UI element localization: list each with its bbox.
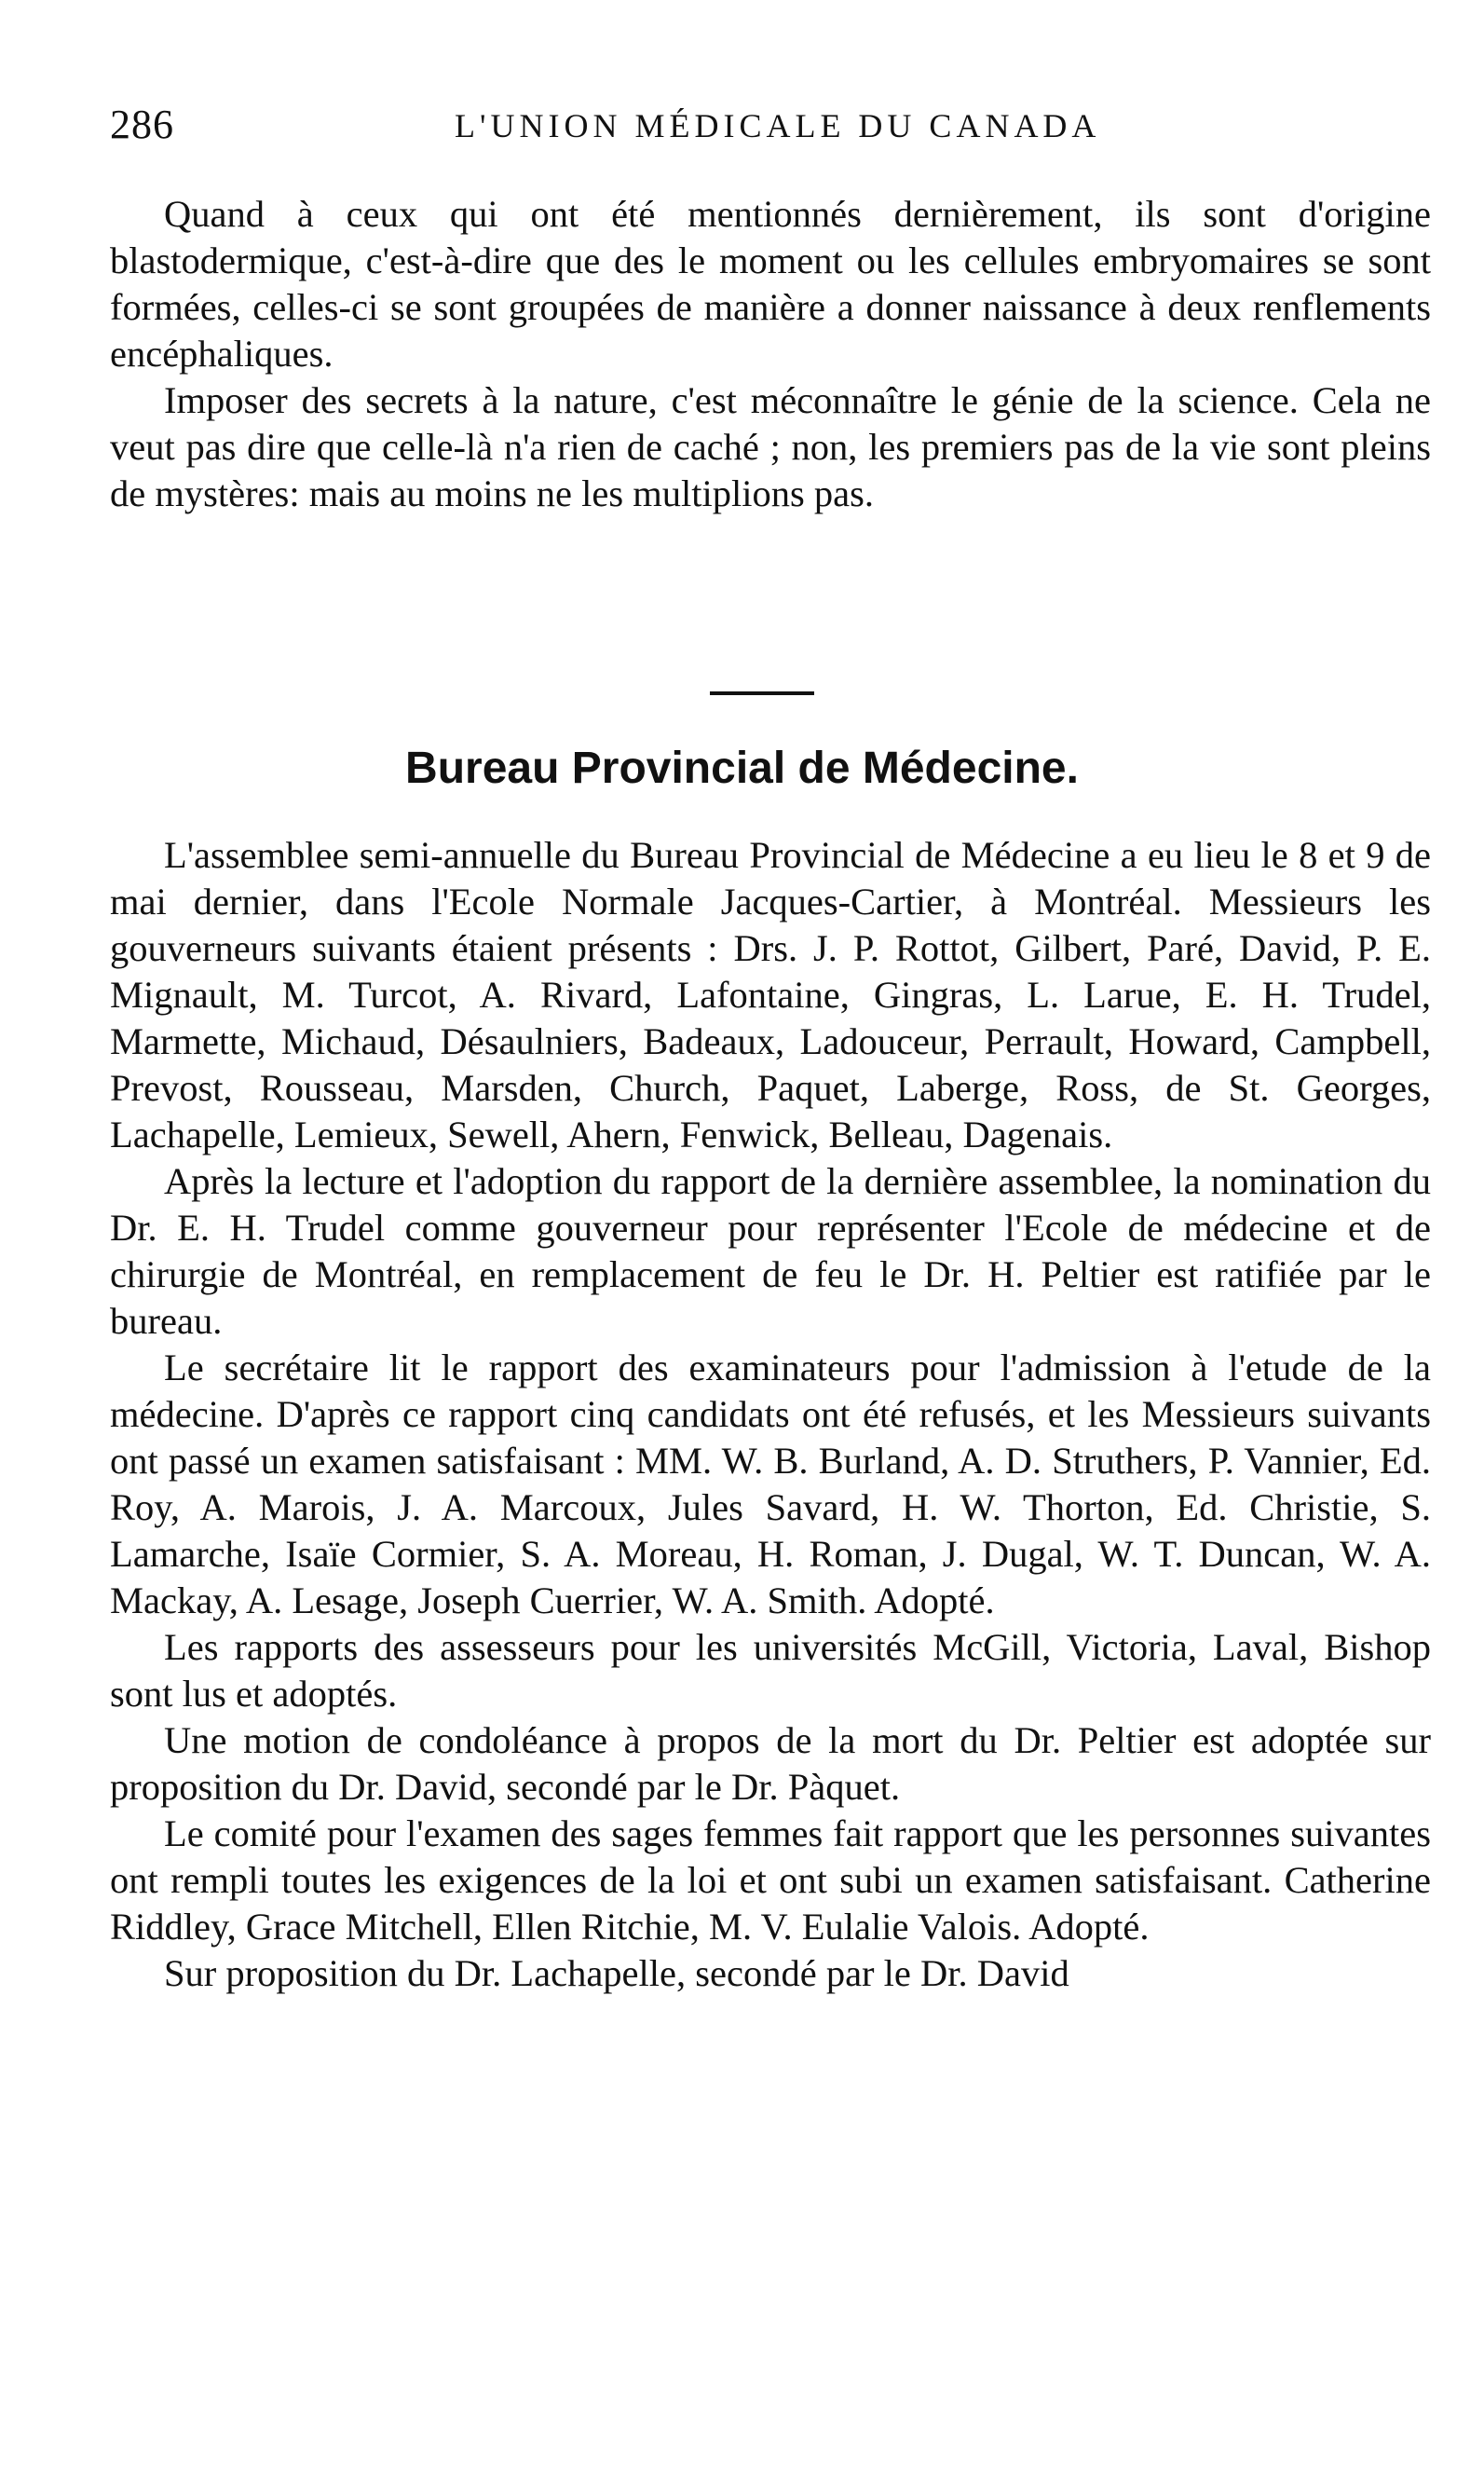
section-paragraph-7: Sur proposition du Dr. Lachapelle, secondé par le Dr. David xyxy=(164,1952,1069,1994)
section-divider xyxy=(710,691,814,695)
section-title: Bureau Provincial de Médecine. xyxy=(405,744,1079,793)
section-paragraph-5: Une motion de condoléance à propos de la mort du Dr. Peltier est adoptée sur proposition du Dr. David, secondé par le Dr. Pàquet. xyxy=(110,1719,1431,1808)
page-header xyxy=(110,101,1431,157)
section-paragraph-1: L'assemblee semi-annuelle du Bureau Provincial de Médecine a eu lieu le 8 et 9 de mai dernier, dans l'Ecole Normale Jacques-Cartier, à Montréal. Messieurs les gouverneurs suivants étaient présents : Drs. J. P. Rottot, Gilbert, Paré, David, P. E. Mignault, M. Turcot, A. Rivard, Lafontaine, Gingras, L. Larue, E. H. Trudel, Marmette, Michaud, Désaulniers, Badeaux, Ladouceur, Perrault, Howard, Campbell, Prevost, Rousseau, Marsden, Church, Paquet, Laberge, Ross, de St. Georges, Lachapelle, Lemieux, Sewell, Ahern, Fenwick, Belleau, Dagenais. xyxy=(110,834,1431,1155)
page-number: 286 xyxy=(110,102,174,147)
section-text xyxy=(110,832,1431,1997)
section-paragraph-3: Le secrétaire lit le rapport des examinateurs pour l'admission à l'etude de la médecine. D'après ce rapport cinq candidats ont été refusés, et les Messieurs suivants ont passé un examen satisfaisant : MM. W. B. Burland, A. D. Struthers, P. Vannier, Ed. Roy, A. Marois, J. A. Marcoux, Jules Savard, H. W. Thorton, Ed. Christie, S. Lamarche, Isaïe Cormier, S. A. Moreau, H. Roman, J. Dugal, W. T. Duncan, W. A. Mackay, A. Lesage, Joseph Cuerrier, W. A. Smith. Adopté. xyxy=(110,1347,1431,1621)
section-paragraph-6: Le comité pour l'examen des sages femmes fait rapport que les personnes suivantes ont rempli toutes les exigences de la loi et ont subi un examen satisfaisant. Catherine Riddley, Grace Mitchell, Ellen Ritchie, M. V. Eulalie Valois. Adopté. xyxy=(110,1812,1431,1948)
intro-text xyxy=(110,191,1431,517)
section-paragraph-2: Après la lecture et l'adoption du rapport de la dernière assemblee, la nomination du Dr. E. H. Trudel comme gouverneur pour représenter l'Ecole de médecine et de chirurgie de Montréal, en remplacement de feu le Dr. H. Peltier est ratifiée par le bureau. xyxy=(110,1160,1431,1342)
intro-paragraph-2: Imposer des secrets à la nature, c'est méconnaître le génie de la science. Cela ne veut pas dire que celle-là n'a rien de caché ; non, les premiers pas de la vie sont pleins de mystères: mais au moins ne les multiplions pas. xyxy=(110,379,1431,514)
running-title: L'UNION MÉDICALE DU CANADA xyxy=(455,107,1101,144)
section-paragraph-4: Les rapports des assesseurs pour les universités McGill, Victoria, Laval, Bishop sont lus et adoptés. xyxy=(110,1626,1431,1715)
intro-paragraph-1: Quand à ceux qui ont été mentionnés dernièrement, ils sont d'origine blastodermique, c'est-à-dire que des le moment ou les cellules embryomaires se sont formées, celles-ci se sont groupées de manière a donner naissance à deux renflements encéphaliques. xyxy=(110,193,1431,375)
